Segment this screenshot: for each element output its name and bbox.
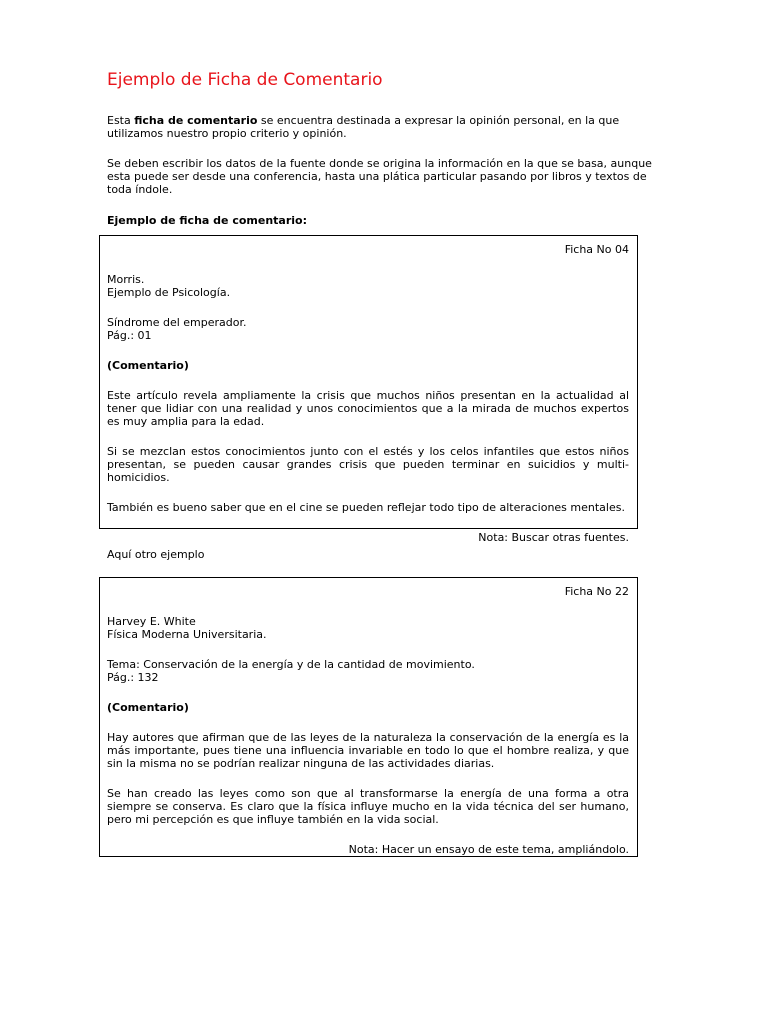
card2-paragraph-1: Hay autores que afirman que de las leyes de la naturaleza la conservación de la energía es la más importante, pues tiene una influencia invariable en todo lo que el hombre realiza, y que sin la misma no se podrían realizar ninguna de las actividades diarias. — [107, 731, 629, 770]
document-body — [107, 68, 667, 227]
card1-paragraph-1: Este artículo revela ampliamente la crisis que muchos niños presentan en la actualidad al tener que lidiar con una realidad y unos conocimientos que a la mirada de muchos expertos es muy amplia para la edad. — [107, 389, 629, 428]
intro-p1-suffix: se encuentra destinada a expresar la opinión personal, en la que utilizamos nuestro propio criterio y opinión. — [107, 114, 620, 140]
card1-paragraph-2: Si se mezclan estos conocimientos junto con el estés y los celos infantiles que estos niños presentan, se pueden causar grandes crisis que pueden terminar en suicidios y multi-homicidios. — [107, 445, 629, 484]
card2-note: Nota: Hacer un ensayo de este tema, ampliándolo. — [348, 843, 629, 856]
ficha-card-1 — [99, 235, 638, 544]
intro-paragraph-1 — [107, 114, 667, 140]
card2-comment-label: (Comentario) — [107, 701, 189, 714]
page-title: Ejemplo de Ficha de Comentario — [107, 70, 383, 90]
intro-p1-prefix: Esta — [107, 114, 135, 127]
card1-author: Morris. — [107, 273, 145, 286]
card2-book: Física Moderna Universitaria. — [107, 628, 267, 641]
card1-page: Pág.: 01 — [107, 329, 152, 342]
example-subheading: Ejemplo de ficha de comentario: — [107, 214, 307, 227]
card2-page: Pág.: 132 — [107, 671, 159, 684]
card1-book: Ejemplo de Psicología. — [107, 286, 231, 299]
intro-paragraph-2: Se deben escribir los datos de la fuente donde se origina la información en la que se basa, aunque esta puede ser desde una conferencia, hasta una plática particular pasando por libros y textos de toda índole. — [107, 157, 652, 196]
card2-author: Harvey E. White — [107, 615, 196, 628]
card1-number: Ficha No 04 — [564, 243, 629, 256]
card1-comment-label: (Comentario) — [107, 359, 189, 372]
card1-note: Nota: Buscar otras fuentes. — [478, 531, 629, 544]
ficha-card-2 — [99, 577, 638, 857]
card2-topic: Tema: Conservación de la energía y de la cantidad de movimiento. — [107, 658, 475, 671]
another-example-text: Aquí otro ejemplo — [107, 548, 205, 561]
intro-p1-bold: ficha de comentario — [134, 114, 258, 127]
card2-paragraph-2: Se han creado las leyes como son que al transformarse la energía de una forma a otra siempre se conserva. Es claro que la física influye mucho en la vida técnica del ser humano, pero mi percepción es que influye también en la vida social. — [107, 787, 629, 826]
card2-number: Ficha No 22 — [564, 585, 629, 598]
card1-topic: Síndrome del emperador. — [107, 316, 247, 329]
card1-paragraph-3: También es bueno saber que en el cine se pueden reflejar todo tipo de alteraciones mentales. — [107, 501, 625, 514]
